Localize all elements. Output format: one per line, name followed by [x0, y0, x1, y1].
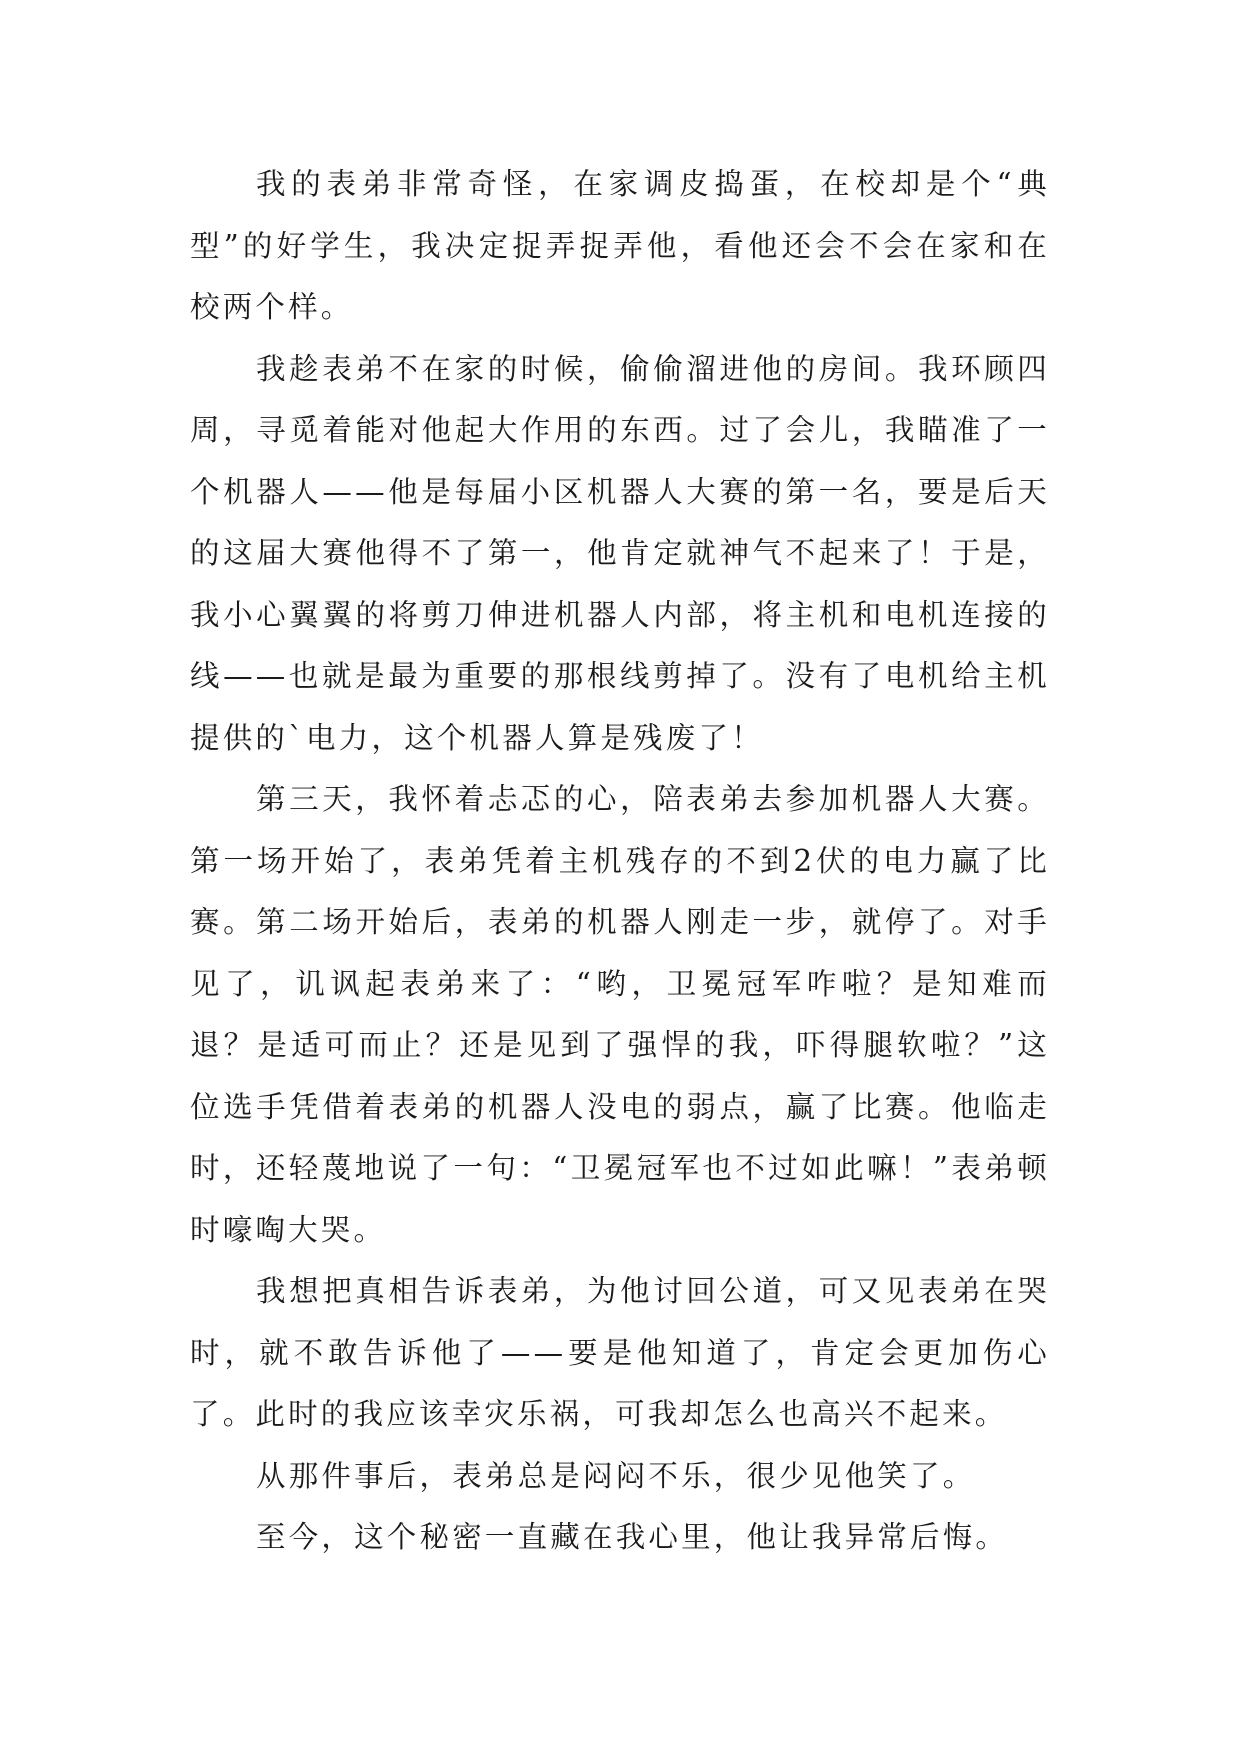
essay-body [190, 154, 1050, 1569]
paragraph-2: 我趁表弟不在家的时候，偷偷溜进他的房间。我环顾四周，寻觅着能对他起大作用的东西。过了会儿，我瞄准了一个机器人——他是每届小区机器人大赛的第一名，要是后天的这届大赛他得不了第一，他肯定就神气不起来了！于是，我小心翼翼的将剪刀伸进机器人内部，将主机和电机连接的线——也就是最为重要的那根线剪掉了。没有了电机给主机提供的`电力，这个机器人算是残废了！ [190, 351, 1050, 755]
paragraph-4: 我想把真相告诉表弟，为他讨回公道，可又见表弟在哭时，就不敢告诉他了——要是他知道了，肯定会更加伤心了。此时的我应该幸灾乐祸，可我却怎么也高兴不起来。 [190, 1274, 1050, 1431]
paragraph-1: 我的表弟非常奇怪，在家调皮捣蛋，在校却是个“典型”的好学生，我决定捉弄捉弄他，看他还会不会在家和在校两个样。 [190, 167, 1050, 324]
paragraph-3: 第三天，我怀着忐忑的心，陪表弟去参加机器人大赛。第一场开始了，表弟凭着主机残存的不到2伏的电力赢了比赛。第二场开始后，表弟的机器人刚走一步，就停了。对手见了，讥讽起表弟来了：“哟，卫冕冠军咋啦？是知难而退？是适可而止？还是见到了强悍的我，吓得腿软啦？”这位选手凭借着表弟的机器人没电的弱点，赢了比赛。他临走时，还轻蔑地说了一句：“卫冕冠军也不过如此嘛！”表弟顿时嚎啕大哭。 [190, 782, 1050, 1247]
paragraph-6: 至今，这个秘密一直藏在我心里，他让我异常后悔。 [256, 1520, 1009, 1554]
paragraph-5: 从那件事后，表弟总是闷闷不乐，很少见他笑了。 [256, 1458, 976, 1493]
